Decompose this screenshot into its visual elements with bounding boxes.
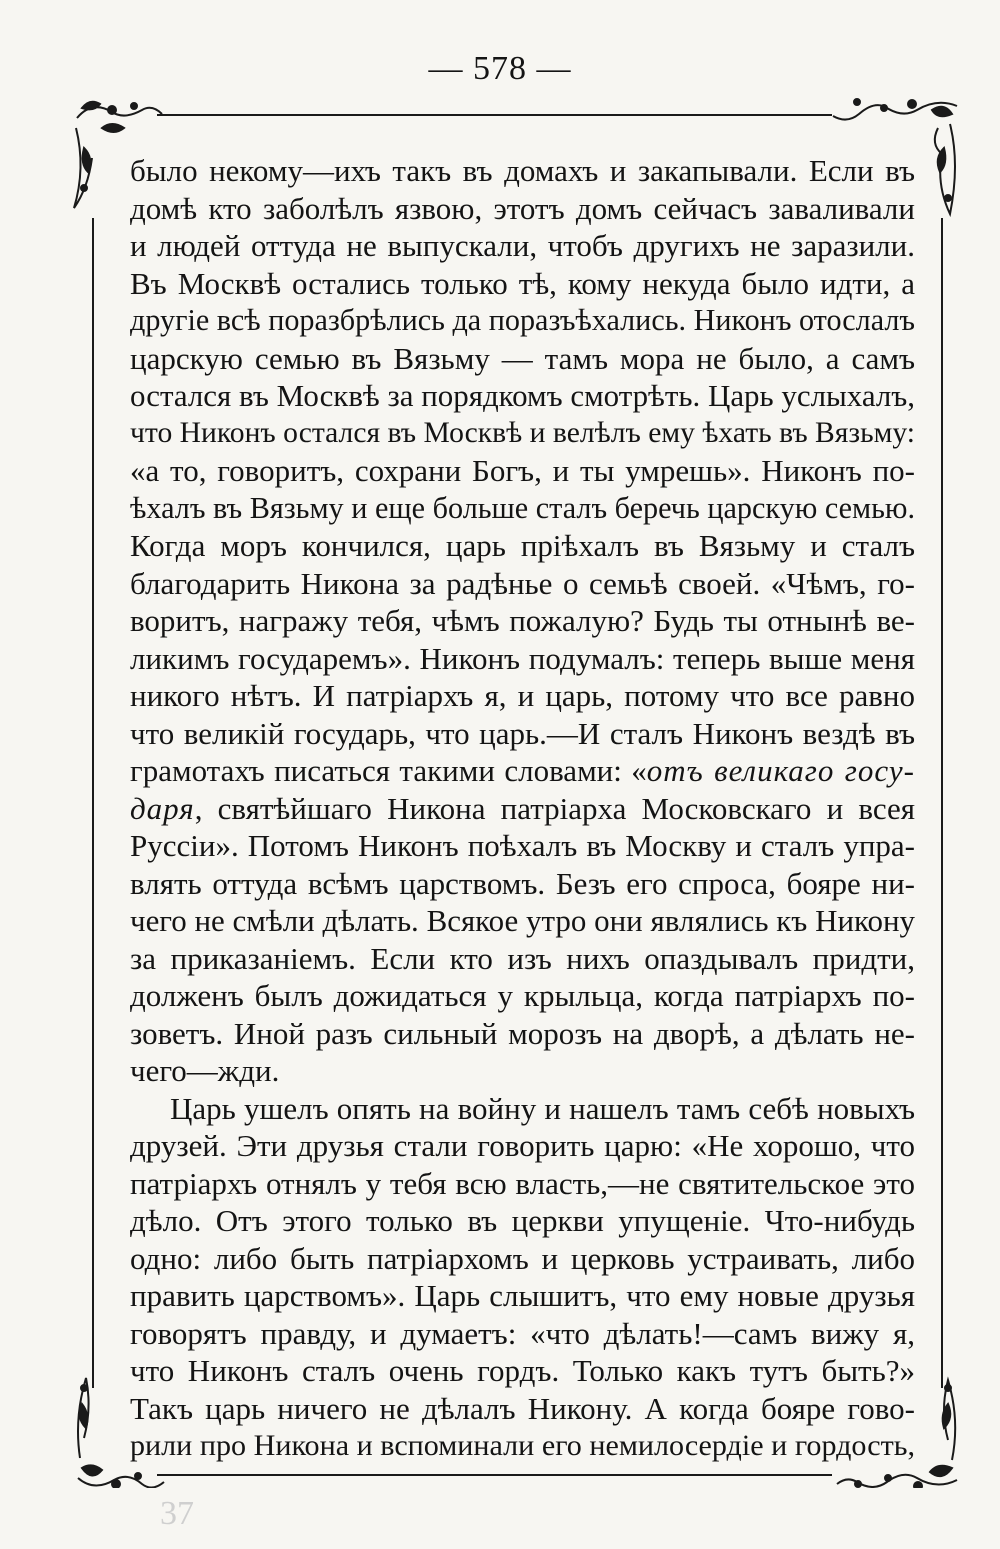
text-line: никого нѣтъ. И патріархъ я, и царь, потому что все равно — [130, 678, 915, 713]
text-line: благодарить Никона за радѣнье о семьѣ своей. «Чѣмъ, го- — [130, 565, 915, 601]
italic-quote: даря — [130, 790, 195, 826]
text-line: рили про Никона и вспоминали его немилосердіе и гордость, — [130, 1428, 915, 1462]
text-fragment: грамотахъ писаться такими словами: « — [130, 753, 647, 788]
text-line: патріархъ отнялъ у тебя всю власть,—не святительское это — [130, 1165, 915, 1201]
text-line: другіе всѣ поразбрѣлись да поразъѣхались. Никонъ отослалъ — [130, 303, 915, 337]
text-line: ѣхалъ въ Вязьму и еще больше сталъ беречь царскую семью. — [130, 490, 915, 525]
text-fragment: , святѣйшаго Никона патріарха Московскаго и всея — [194, 790, 915, 826]
text-line: править царствомъ». Царь слышитъ, что ему новые друзья — [130, 1278, 915, 1313]
body-text — [130, 152, 915, 1465]
text-line: дѣло. Отъ этого только въ церкви упущеніе. Что-нибудь — [130, 1203, 915, 1238]
text-line: Въ Москвѣ остались только тѣ, кому некуда было идти, а — [130, 265, 915, 301]
text-line: говорятъ правду, и думаетъ: «что дѣлать!—самъ вижу я, — [130, 1315, 915, 1351]
text-line: было некому—ихъ такъ въ домахъ и закапывали. Если въ — [130, 153, 915, 188]
text-line-with-italic — [130, 752, 915, 790]
bleed-through-page-number: 37 — [160, 1495, 194, 1532]
text-line: воритъ, награжу тебя, чѣмъ пожалую? Будь ты отнынѣ ве- — [130, 603, 915, 638]
text-line: одно: либо быть патріархомъ и церковь устраивать, либо — [130, 1240, 915, 1276]
paragraph-first-line: Царь ушелъ опять на войну и нашелъ тамъ себѣ новыхъ — [170, 1090, 915, 1126]
text-line: остался въ Москвѣ за порядкомъ смотрѣть. Царь услыхалъ, — [130, 378, 915, 413]
text-line: что Никонъ сталъ очень гордъ. Только какъ тутъ быть?» — [130, 1353, 915, 1388]
text-line: Руссіи». Потомъ Никонъ поѣхалъ въ Москву и сталъ упра- — [130, 828, 915, 863]
text-line: что великій государь, что царь.—И сталъ Никонъ вездѣ въ — [130, 715, 915, 751]
text-line: за приказаніемъ. Если кто изъ нихъ опаздывалъ придти, — [130, 940, 915, 976]
text-line: ликимъ государемъ». Никонъ подумалъ: теперь выше меня — [130, 640, 915, 676]
text-line-with-italic — [130, 790, 915, 828]
text-line: Когда моръ кончился, царь пріѣхалъ въ Вязьму и сталъ — [130, 528, 915, 563]
text-line: чего—жди. — [130, 1053, 280, 1088]
text-line: «а то, говоритъ, сохрани Богъ, и ты умрешь». Никонъ по- — [130, 453, 915, 488]
text-line: чего не смѣли дѣлать. Всякое утро они являлись къ Никону — [130, 903, 915, 938]
text-line: что Никонъ остался въ Москвѣ и велѣлъ ему ѣхать въ Вязьму: — [130, 416, 915, 449]
text-line: и людей оттуда не выпускали, чтобъ другихъ не заразили. — [130, 228, 915, 263]
text-line: влять оттуда всѣмъ царствомъ. Безъ его спроса, бояре ни- — [130, 865, 915, 901]
page-number: — 578 — — [428, 50, 572, 87]
text-line: Такъ царь ничего не дѣлалъ Никону. А когда бояре гово- — [130, 1390, 915, 1426]
italic-quote: отъ великаго госу- — [646, 753, 915, 788]
text-line: зоветъ. Иной разъ сильный морозъ на дворѣ, а дѣлать не- — [130, 1015, 915, 1051]
text-line: друзей. Эти друзья стали говорить царю: «Не хорошо, что — [130, 1128, 915, 1163]
text-line: царскую семью въ Вязьму — тамъ мора не было, а самъ — [130, 340, 915, 376]
text-line: долженъ былъ дожидаться у крыльца, когда патріархъ по- — [130, 978, 915, 1013]
text-line: домѣ кто заболѣлъ язвою, этотъ домъ сейчасъ заваливали — [130, 190, 915, 226]
